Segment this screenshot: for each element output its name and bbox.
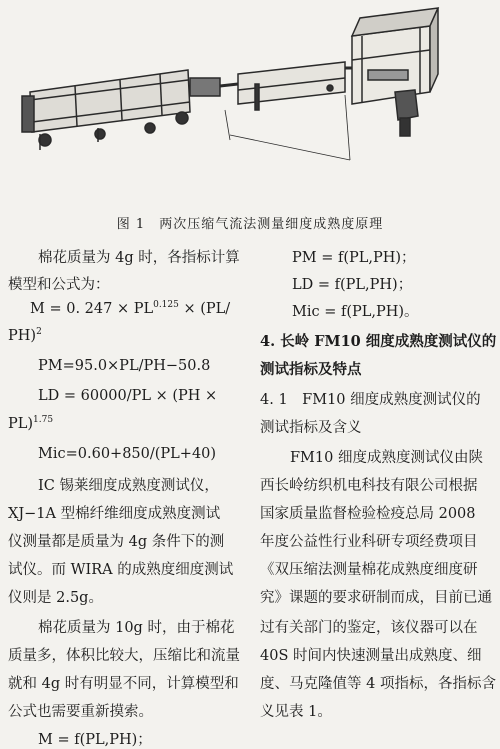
text-line: 仪则是 2.5g。 (8, 590, 103, 606)
text-line: 棉花质量为 10g 时，由于棉花 (38, 620, 235, 636)
section-heading: 4. 长岭 FM10 细度成熟度测试仪的 (260, 333, 497, 350)
formula-line: Mic = f(PL,PH)。 (292, 304, 419, 320)
formula-pm: PM=95.0×PL/PH−50.8 (38, 358, 211, 374)
subsection-heading: 4. 1 FM10 细度成熟度测试仪的 (260, 392, 481, 408)
formula-exponent: 2 (36, 327, 42, 337)
formula-m-cont (8, 327, 42, 344)
formula-ld-cont (8, 415, 53, 432)
formula-m (30, 300, 230, 317)
text-line: ⅠC 锡莱细度成熟度测试仪， (38, 478, 219, 494)
figure-caption: 图 1 两次压缩气流法测量细度成熟度原理 (116, 217, 384, 232)
text-line: 究》课题的要求研制而成，目前已通 (260, 590, 492, 606)
text-line: 模型和公式为： (8, 277, 110, 293)
text-line: 义见表 1。 (260, 704, 332, 720)
formula-text: M = 0. 247 × PL (30, 300, 154, 317)
formula-line: M = f(PL,PH)； (38, 732, 152, 748)
text-line: 就和 4g 时有明显不同，计算模型和 (8, 676, 239, 692)
formula-text: × (PL/ (178, 300, 231, 317)
text-line: 《双压缩法测量棉花成熟度细度研 (260, 562, 478, 578)
text-line: 西长岭纺织机电科技有限公司根据 (260, 478, 478, 494)
text-line: 国家质量监督检验检疫总局 2008 (260, 506, 476, 522)
formula-ld: LD = 60000/PL × (PH × (38, 388, 218, 404)
formula-mic: Mic=0.60+850/(PL+40) (38, 446, 217, 462)
text-line: 仪测量都是质量为 4g 条件下的测 (8, 534, 225, 550)
text-line: 试仪。而 WIRA 的成熟度细度测试 (8, 562, 234, 578)
formula-text: PH) (8, 327, 37, 344)
text-line: 质量多，体积比较大，压缩比和流量 (8, 648, 240, 664)
text-line: 公式也需要重新摸索。 (8, 704, 153, 720)
text-line: 过有关部门的鉴定，该仪器可以在 (260, 620, 478, 636)
section-heading: 测试指标及特点 (260, 361, 362, 378)
formula-exponent: 1.75 (33, 415, 54, 425)
apparatus-drawing (0, 0, 500, 205)
subsection-heading: 测试指标及含义 (260, 420, 362, 436)
text-line: XJ−1A 型棉纤维细度成熟度测试 (8, 506, 221, 522)
formula-exponent: 0.125 (153, 300, 179, 310)
apparatus-figure (0, 0, 500, 205)
text-line: 年度公益性行业科研专项经费项目 (260, 534, 478, 550)
text-line: FM10 细度成熟度测试仪由陕 (290, 450, 483, 466)
formula-text: PL) (8, 415, 34, 432)
formula-line: PM = f(PL,PH)； (292, 250, 416, 266)
text-line: 40S 时间内快速测量出成熟度、细 (260, 648, 482, 664)
text-line: 度、马克隆值等 4 项指标，各指标含 (260, 676, 496, 692)
text-line: 棉花质量为 4g 时，各指标计算 (38, 250, 240, 266)
formula-line: LD = f(PL,PH)； (292, 277, 413, 293)
